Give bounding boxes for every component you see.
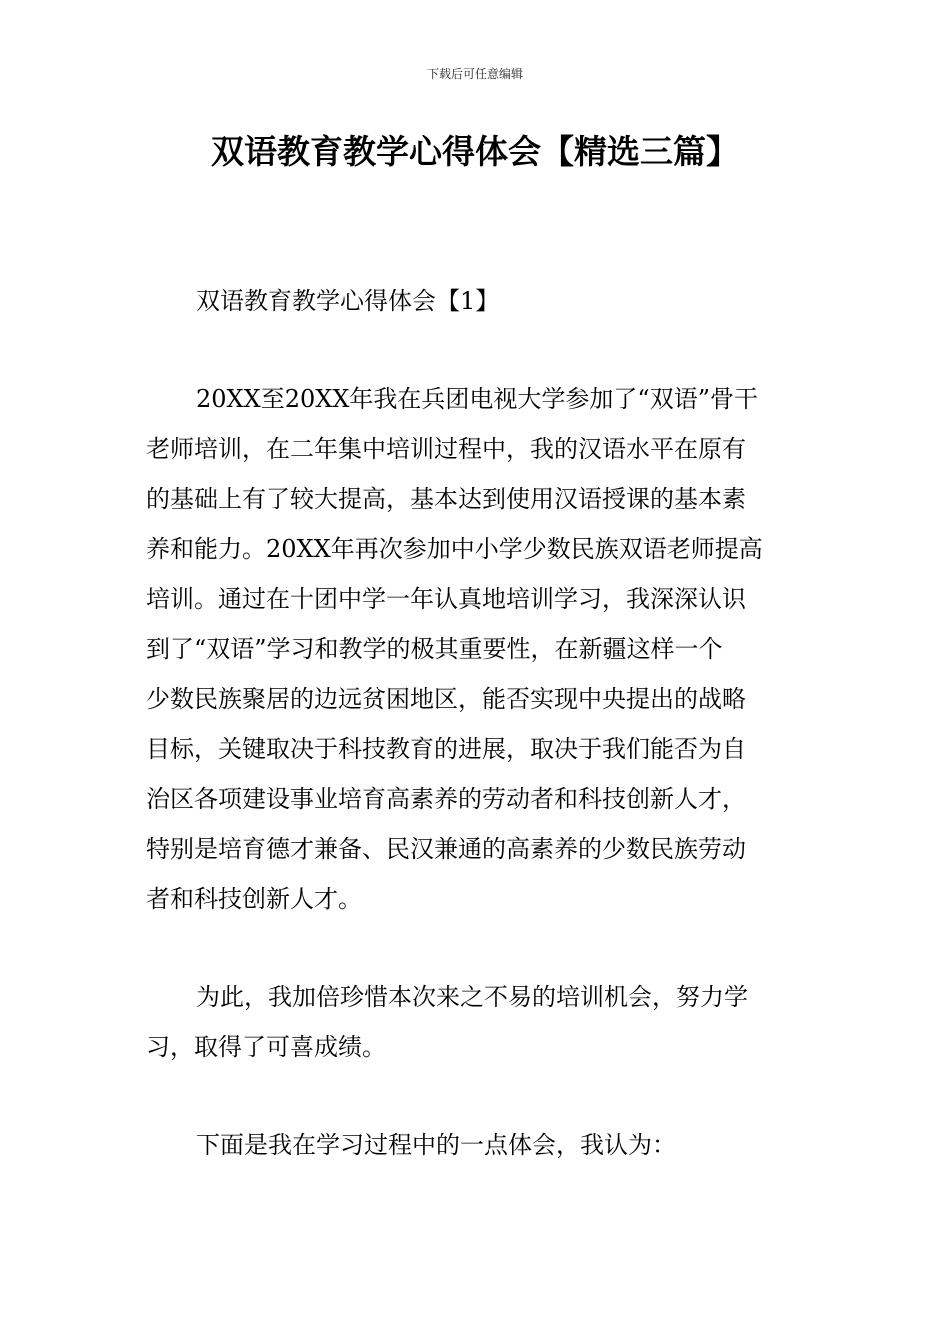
paragraph-line: 少数民族聚居的边远贫困地区，能否实现中央提出的战略: [146, 685, 746, 713]
paragraph-line: 的基础上有了较大提高，基本达到使用汉语授课的基本素: [146, 485, 746, 513]
paragraph-line: 20XX至20XX年我在兵团电视大学参加了“双语”骨干: [196, 385, 758, 413]
paragraph-2: [146, 972, 810, 1072]
paragraph-line: 到了“双语”学习和教学的极其重要性，在新疆这样一个: [146, 635, 723, 663]
document-title: 双语教育教学心得体会【精选三篇】: [211, 132, 739, 171]
header-note: 下载后可任意编辑: [426, 67, 523, 81]
paragraph-1: [146, 374, 810, 924]
paragraph-line: 养和能力。20XX年再次参加中小学少数民族双语老师提高: [146, 535, 763, 563]
paragraph-3: [146, 1120, 810, 1170]
paragraph-line: 为此，我加倍珍惜本次来之不易的培训机会，努力学: [196, 983, 748, 1011]
paragraph-line: 培训。通过在十团中学一年认真地培训学习，我深深认识: [146, 585, 746, 613]
paragraph-line: 目标，关键取决于科技教育的进展，取决于我们能否为自: [146, 735, 746, 763]
paragraph-line: 特别是培育德才兼备、民汉兼通的高素养的少数民族劳动: [146, 835, 746, 863]
section-heading: 双语教育教学心得体会【1】: [196, 287, 500, 315]
paragraph-line: 老师培训，在二年集中培训过程中，我的汉语水平在原有: [146, 435, 746, 463]
paragraph-line: 下面是我在学习过程中的一点体会，我认为：: [196, 1131, 676, 1159]
paragraph-line: 者和科技创新人才。: [146, 885, 362, 913]
paragraph-line: 治区各项建设事业培育高素养的劳动者和科技创新人才，: [146, 785, 746, 813]
paragraph-line: 习，取得了可喜成绩。: [146, 1033, 386, 1061]
